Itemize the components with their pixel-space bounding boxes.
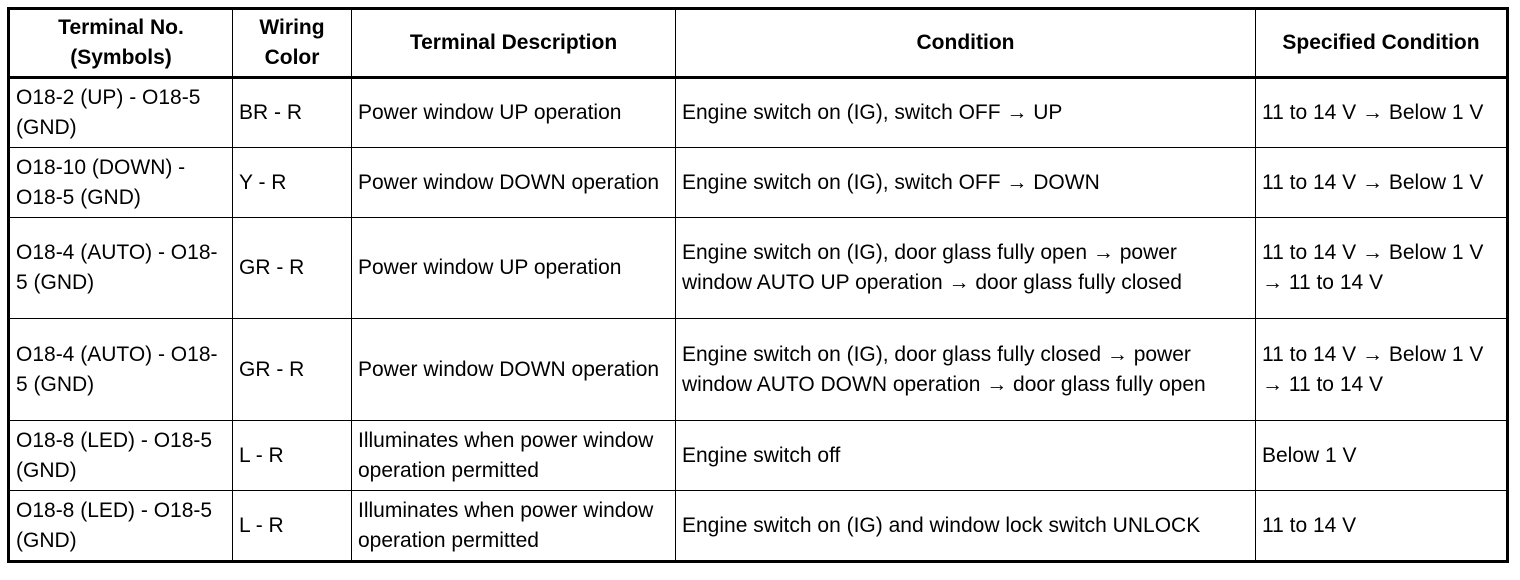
cell-terminal: O18-4 (AUTO) - O18-5 (GND) (9, 319, 233, 421)
cell-wiring-color: GR - R (233, 319, 352, 421)
cell-condition: Engine switch on (IG), door glass fully open → power window AUTO UP operation → door glass fully closed (676, 218, 1256, 319)
header-terminal-description: Terminal Description (352, 9, 676, 78)
cell-description: Illuminates when power window operation permitted (352, 491, 676, 562)
table-row (9, 78, 1508, 148)
cell-specified: Below 1 V (1256, 421, 1508, 491)
table-row (9, 421, 1508, 491)
cell-wiring-color: L - R (233, 421, 352, 491)
cell-condition: Engine switch off (676, 421, 1256, 491)
header-terminal-no: Terminal No. (Symbols) (9, 9, 233, 78)
header-row (9, 9, 1508, 78)
cell-wiring-color: Y - R (233, 148, 352, 218)
table-row (9, 491, 1508, 562)
cell-description: Illuminates when power window operation permitted (352, 421, 676, 491)
cell-wiring-color: GR - R (233, 218, 352, 319)
cell-description: Power window UP operation (352, 218, 676, 319)
cell-description: Power window UP operation (352, 78, 676, 148)
cell-specified: 11 to 14 V → Below 1 V (1256, 148, 1508, 218)
table-row (9, 319, 1508, 421)
cell-terminal: O18-4 (AUTO) - O18-5 (GND) (9, 218, 233, 319)
cell-description: Power window DOWN operation (352, 319, 676, 421)
cell-terminal: O18-8 (LED) - O18-5 (GND) (9, 491, 233, 562)
cell-terminal: O18-2 (UP) - O18-5 (GND) (9, 78, 233, 148)
cell-specified: 11 to 14 V → Below 1 V (1256, 78, 1508, 148)
cell-condition: Engine switch on (IG), door glass fully closed → power window AUTO DOWN operation → door glass fully open (676, 319, 1256, 421)
cell-condition: Engine switch on (IG) and window lock switch UNLOCK (676, 491, 1256, 562)
cell-specified: 11 to 14 V → Below 1 V → 11 to 14 V (1256, 319, 1508, 421)
table-row (9, 148, 1508, 218)
cell-specified: 11 to 14 V (1256, 491, 1508, 562)
cell-wiring-color: BR - R (233, 78, 352, 148)
cell-condition: Engine switch on (IG), switch OFF → DOWN (676, 148, 1256, 218)
header-condition: Condition (676, 9, 1256, 78)
table-header (9, 9, 1508, 78)
header-specified-condition: Specified Condition (1256, 9, 1508, 78)
table-body (9, 78, 1508, 562)
terminal-spec-table (7, 7, 1509, 563)
cell-specified: 11 to 14 V → Below 1 V → 11 to 14 V (1256, 218, 1508, 319)
cell-condition: Engine switch on (IG), switch OFF → UP (676, 78, 1256, 148)
cell-terminal: O18-8 (LED) - O18-5 (GND) (9, 421, 233, 491)
cell-terminal: O18-10 (DOWN) - O18-5 (GND) (9, 148, 233, 218)
cell-description: Power window DOWN operation (352, 148, 676, 218)
cell-wiring-color: L - R (233, 491, 352, 562)
table-row (9, 218, 1508, 319)
header-wiring-color: Wiring Color (233, 9, 352, 78)
